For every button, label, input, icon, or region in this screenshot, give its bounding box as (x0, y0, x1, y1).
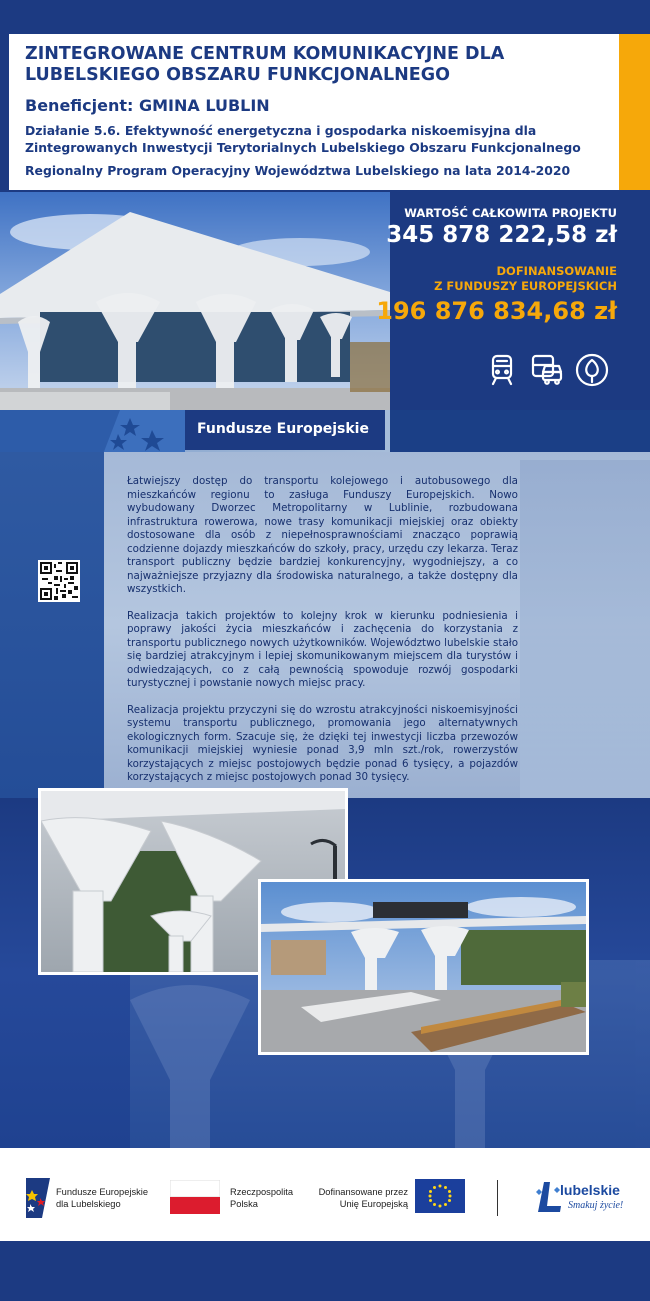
eu-line-2: Unię Europejską (339, 1199, 408, 1209)
rp-line-2: Polska (230, 1199, 258, 1209)
paragraph-1: Łatwiejszy dostęp do transportu kolejowego i autobusowego dla mieszkańców regionu to zasługa Funduszy Europejskich. Nowo wybudowany Dworzec Metropolitarny w Lublinie, rozbudowana infrastruktura rowerowa, nowe trasy komunikacji miejskiej oraz obiekty dostosowane dla osób z niepełnosprawnościami znacząco poprawią codzienne dojazdy mieszkańców do szkoły, pracy, urzędu czy lekarza. Teraz transport publiczny będzie bardziej konkurencyjny, wygodniejszy, a co najważniejsze przyjazny dla środowiska naturalnego, a także dostępny dla wszystkich. (127, 475, 518, 595)
fe-line-1: Fundusze Europejskie (56, 1187, 148, 1197)
train-icon (484, 352, 520, 388)
header (0, 0, 650, 192)
footer-divider (497, 1180, 498, 1216)
footer-logos (0, 1148, 650, 1241)
lubelskie-logo-text: lubelskie (560, 1182, 620, 1198)
cofunding-value: 196 876 834,68 zł (376, 297, 617, 325)
body-text (127, 475, 518, 824)
bus-car-icon (529, 352, 565, 388)
right-strip (520, 460, 650, 798)
paragraph-2: Realizacja takich projektów to kolejny krok w kierunku podniesienia i poprawy jakości życia mieszkańców i zachęcenia do korzystania z transportu publicznego nowych użytkowników. Województwo lubelskie stało się bardziej atrakcyjnym i lepiej skomunikowanym miejscem dla turystów i odwiedzających, co z całą pewnością spowoduje rozwój gospodarki turystycznej i powstanie nowych miejsc pracy. (127, 609, 518, 689)
left-strip (0, 452, 104, 798)
project-value-panel (376, 192, 650, 410)
transport-icons (484, 352, 614, 392)
header-accent-bar (619, 34, 650, 190)
fundusze-europejskie-logo-icon (26, 1178, 50, 1218)
paragraph-3: Realizacja projektu przyczyni się do wzrostu atrakcyjności niskoemisyjności systemu transportu publicznego, promowania jego alternatywnych ekologicznych form. Szacuje się, że dzięki tej inwestycji liczba przewozów komunikacji miejskiej wyniesie ponad 3,9 mln szt./rok, rowerzystów korzystających z miejsc postojowych będzie ponad 6 tysięcy, a pojazdów korzystających z miejsc postojowych ponad 30 tysięcy. (127, 703, 518, 783)
eu-line-1: Dofinansowane przez (318, 1187, 408, 1197)
action-line-2: Zintegrowanych Inwestycji Terytorialnych Lubelskiego Obszaru Funkcjonalnego (25, 140, 581, 155)
total-value: 345 878 222,58 zł (386, 222, 617, 248)
beneficiary: Beneficjent: GMINA LUBLIN (25, 96, 270, 115)
station-photo-top (0, 192, 390, 410)
eu-logo-text (310, 1186, 408, 1210)
header-panel (9, 34, 619, 190)
program-name: Regionalny Program Operacyjny Województwa Lubelskiego na lata 2014-2020 (25, 163, 571, 178)
poland-flag-icon (170, 1180, 220, 1214)
fe-line-2: dla Lubelskiego (56, 1199, 121, 1209)
footer-bottom-bar (0, 1241, 650, 1301)
eu-flag-icon (415, 1179, 465, 1213)
fe-logo-text (56, 1186, 148, 1210)
lubelskie-logo (534, 1180, 629, 1216)
tree-icon (574, 352, 610, 388)
qr-code[interactable] (38, 560, 80, 602)
fundusze-banner (185, 410, 385, 450)
fundusze-banner-label: Fundusze Europejskie (197, 421, 369, 437)
lubelskie-tagline: Smakuj życie! (568, 1200, 624, 1211)
action-description (25, 122, 615, 156)
title-line-2: LUBELSKIEGO OBSZARU FUNKCJONALNEGO (25, 65, 450, 85)
cofunding-label-line-2: Z FUNDUSZY EUROPEJSKICH (434, 279, 617, 293)
cofunding-label (434, 264, 617, 294)
action-line-1: Działanie 5.6. Efektywność energetyczna i gospodarka niskoemisyjna dla (25, 123, 537, 138)
rp-line-1: Rzeczpospolita (230, 1187, 294, 1197)
rp-logo-text (230, 1186, 293, 1210)
page-title (25, 44, 615, 86)
station-photo-plaza (258, 879, 589, 1055)
cofunding-label-line-1: DOFINANSOWANIE (496, 264, 617, 278)
total-value-label: WARTOŚĆ CAŁKOWITA PROJEKTU (404, 206, 617, 220)
title-line-1: ZINTEGROWANE CENTRUM KOMUNIKACYJNE DLA (25, 44, 505, 64)
